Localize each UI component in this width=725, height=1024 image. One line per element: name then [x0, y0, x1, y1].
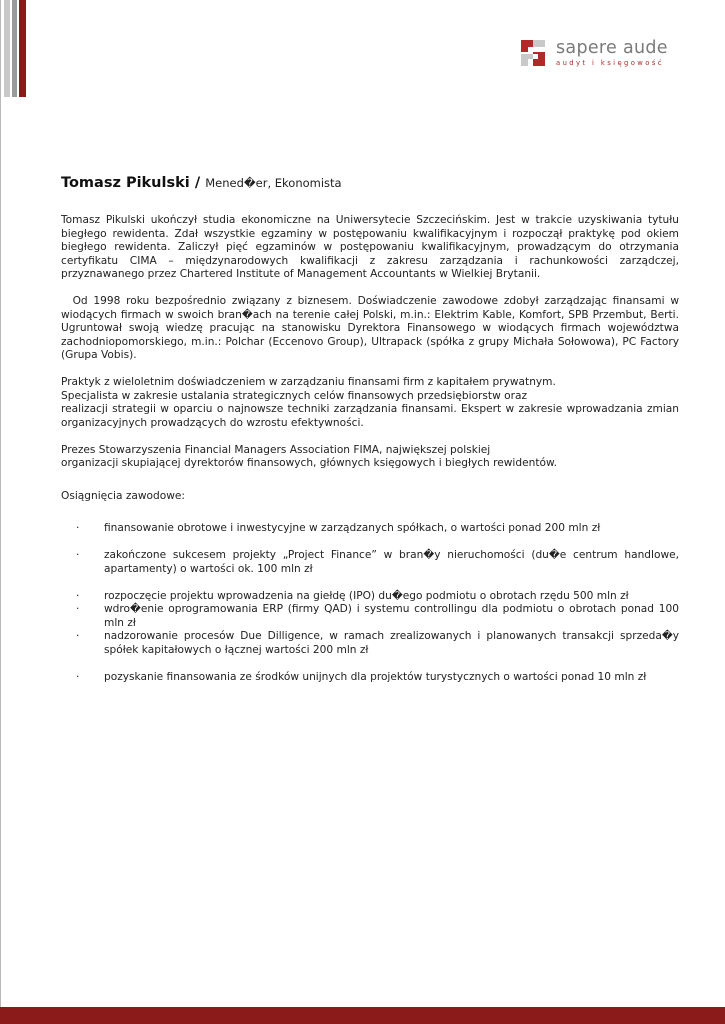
person-role: Mened�er, Ekonomista: [205, 176, 342, 190]
list-item: [61, 522, 679, 536]
association-line-1: Prezes Stowarzyszenia Financial Managers Association FIMA, największej polskiej: [61, 443, 491, 456]
bio-experience-paragraph: Od 1998 roku bezpośrednio związany z biznesem. Doświadczenie zawodowe zdobył zarządzając finansami w wiodących firmach w swoich bran�ach na terenie całej Polski, m.in.: Elektrim Kable, Komfort, SPB Przembut, Berti. Ugruntował swoją wiedzę pracując na stanowisku Dyrektora Finansowego w wiodących firmach województwa zachodniopomorskiego, m.in.: Polchar (Eccenovo Group), Ultrapack (spółka z grupy Michała Sołowowa), PC Factory (Grupa Vobis).: [61, 295, 683, 361]
list-item: [61, 671, 679, 685]
title-separator: /: [194, 175, 201, 191]
list-item: [61, 590, 679, 604]
expertise-line-1: Praktyk z wieloletnim doświadczeniem w zarządzaniu finansami firm z kapitałem prywatnym.: [61, 376, 556, 388]
achievement-text: finansowanie obrotowe i inwestycyjne w zarządzanych spółkach, o wartości ponad 200 mln zł: [104, 522, 601, 534]
bullet-icon: ·: [76, 630, 80, 642]
person-name: Tomasz Pikulski: [61, 175, 190, 191]
expertise-line-2: Specjalista w zakresie ustalania strategicznych celów finansowych przedsiębiorstw oraz: [61, 389, 528, 402]
list-item: [61, 549, 679, 576]
sapere-aude-logo: [518, 38, 678, 72]
logo-mark-icon: [518, 38, 548, 68]
list-item: [61, 603, 679, 630]
logo-tagline: audyt i księgowość: [556, 59, 664, 67]
decorative-bar-light: [4, 0, 10, 97]
achievements-heading: Osiągnięcia zawodowe:: [61, 489, 185, 502]
achievement-text: zakończone sukcesem projekty „Project Finance” w bran�y nieruchomości (du�e centrum handlowe, apartamenty) o wartości ok. 100 mln zł: [104, 549, 679, 575]
expertise-line-3: realizacji strategii w oparciu o najnowsze techniki zarządzania finansami. Ekspert w zakresie wprowadzania zmian organizacyjnych prowadzących do wzrostu efektywności.: [61, 403, 679, 429]
bullet-icon: ·: [76, 549, 80, 561]
decorative-bar-grey: [12, 0, 17, 97]
achievement-text: wdro�enie oprogramowania ERP (firmy QAD) i systemu controllingu dla podmiotu o obrotach ponad 100 mln zł: [104, 603, 679, 629]
achievement-text: pozyskanie finansowania ze środków unijnych dla projektów turystycznych o wartości ponad 10 mln zł: [104, 670, 647, 683]
achievement-text: rozpoczęcie projektu wprowadzenia na giełdę (IPO) du�ego podmiotu o obrotach rzędu 500 mln zł: [104, 589, 629, 602]
achievements-list: [61, 522, 679, 684]
bullet-icon: ·: [76, 670, 80, 683]
bullet-icon: ·: [76, 522, 80, 534]
bullet-icon: ·: [76, 603, 80, 615]
achievement-text: nadzorowanie procesów Due Dilligence, w ramach zrealizowanych i planowanych transakcji sprzeda�y spółek kapitałowych o łącznej wartości 200 mln zł: [104, 630, 679, 656]
decorative-bar-red: [19, 0, 26, 97]
logo-name: sapere aude: [556, 38, 668, 58]
page-left-border: [0, 0, 1, 1024]
bio-education-paragraph: Tomasz Pikulski ukończył studia ekonomiczne na Uniwersytecie Szczecińskim. Jest w trakcie uzyskiwania tytułu biegłego rewidenta. Zdał wszystkie egzaminy w postępowaniu kwalifikacyjnym i rozpoczął praktykę pod okiem biegłego rewidenta. Zaliczył pięć egzaminów w postępowaniu kwalifikacyjnym, prowadzącym do otrzymania certyfikatu CIMA – międzynarodowych kwalifikacji z zakresu zarządzania i rachunkowości zarządczej, przyznawanego przez Chartered Institute of Management Accountants w Wielkiej Brytanii.: [61, 214, 679, 280]
profile-title: [61, 172, 342, 191]
association-line-2: organizacji skupiającej dyrektorów finansowych, głównych księgowych i biegłych rewidentów.: [61, 457, 558, 469]
bio-content: [61, 214, 683, 684]
bullet-icon: ·: [76, 589, 80, 602]
list-item: [61, 630, 679, 657]
footer-band: [0, 1007, 725, 1024]
